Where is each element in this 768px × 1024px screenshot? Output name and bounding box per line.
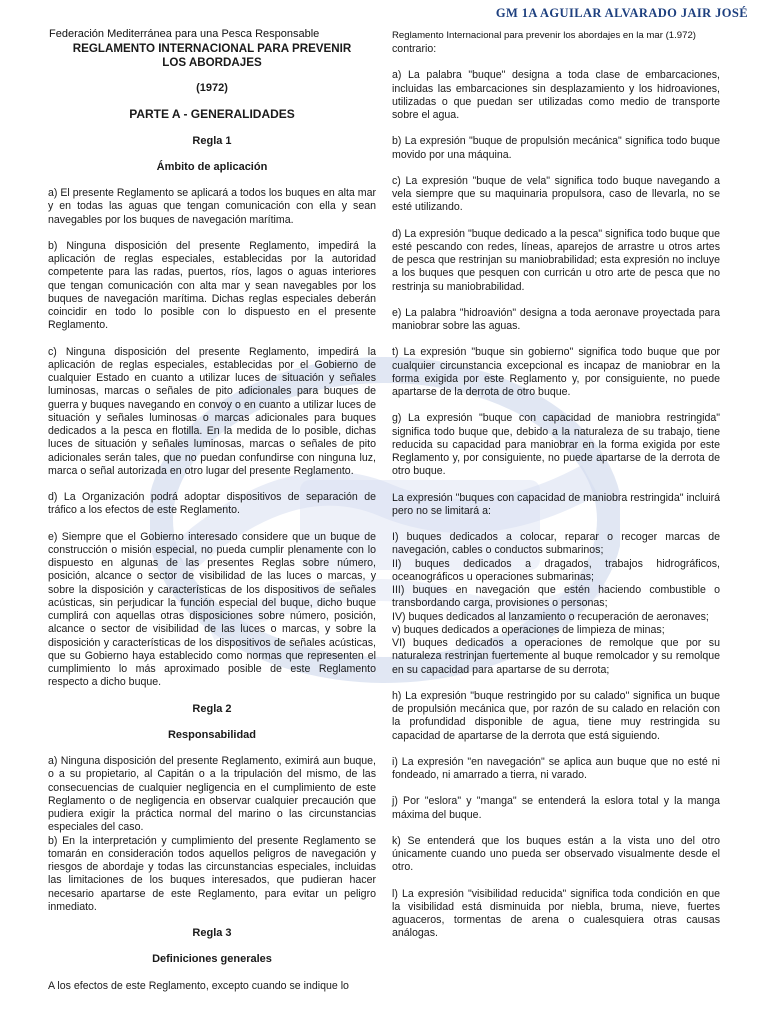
- rule-2-title: Responsabilidad: [167, 728, 257, 741]
- list-item: I) buques dedicados a colocar, reparar o recoger marcas de navegación, cables o conductos submarinos;: [392, 531, 720, 557]
- rule-2-number: Regla 2: [192, 702, 232, 715]
- part-heading: PARTE A - GENERALIDADES: [129, 107, 295, 122]
- definition-l: l) La expresión "visibilidad reducida" significa toda condición en que la visibilidad está disminuida por niebla, bruma, nieve, fuertes aguaceros, tormentas de arena o cualesquiera otras causas análogas.: [392, 887, 720, 940]
- student-stamp: GM 1A AGUILAR ALVARADO JAIR JOSÉ: [495, 6, 748, 20]
- rule-1-paragraph-c: c) Ninguna disposición del presente Reglamento, impedirá la aplicación de reglas especiales, establecidas por el Gobierno de cualquier Estado en cuanto a utilizar luces de situación y señales luminosas, marcas o señales de pito adicionales para buques de guerra y buques navegando en convoy o en cuanto a utilizar luces de situación y señales luminosas o marcas adicionales para buques dedicados a la pesca en flotilla. En la medida de lo posible, dichas luces de situación y señales luminosas, marcas o señales de pito adicionales serán tales, que no puedan confundirse con ninguna luz, marca o señal autorizada en otro lugar del presente Reglamento.: [48, 345, 376, 477]
- rule-1-paragraph-e: e) Siempre que el Gobierno interesado considere que un buque de construcción o misión especial, no pueda cumplir plenamente con lo dispuesto en algunas de las presentes Reglas sobre número, posición, alcance o sector de visibilidad de las luces o marcas, y sobre la disposición y características de los dispositivos de señales acústicas, sin perjudicar la función especial del buque, dicho buque cumplirá con aquellas otras disposiciones sobre número, posición, alcance o sector de visibilidad de las luces o marcas, y sobre la disposición y características de los dispositivos de señales acústicas, que su Gobierno haya establecido como normas que representen el cumplimiento lo más aproximado posible de este Reglamento respecto a dicho buque.: [48, 530, 376, 689]
- list-item: III) buques en navegación que estén haciendo combustible o transbordando carga, provisiones o personas;: [392, 584, 720, 610]
- rule-3-number: Regla 3: [192, 927, 232, 939]
- definition-c: c) La expresión "buque de vela" significa todo buque navegando a vela siempre que su maquinaria propulsora, caso de llevarla, no se esté utilizando.: [392, 174, 720, 214]
- definition-f: t) La expresión "buque sin gobierno" significa todo buque que por cualquier circunstancia excepcional es incapaz de maniobrar en la forma exigida por este Reglamento y, por consiguiente, no puede apartarse de la derrota de otro buque.: [392, 346, 720, 398]
- definition-g: g) La expresión "buque con capacidad de maniobra restringida" significa todo buque que, debido a la naturaleza de su trabajo, tiene reducida su capacidad para maniobrar en la forma exigida por este Reglamento y, por consiguiente, no puede apartarse de la derrota de otro buque.: [392, 412, 720, 478]
- rule-1-paragraph-b: b) Ninguna disposición del presente Reglamento, impedirá la aplicación de reglas especiales, establecidas por la autoridad competente para las radas, puertos, ríos, lagos o aguas interiores que tengan comunicación con alta mar y sean navegables por los buques de navegación marítima. Dichas reglas especiales deberán coincidir en todo lo posible con lo dispuesto en el presente Reglamento.: [48, 239, 376, 332]
- definition-b: b) La expresión "buque de propulsión mecánica" significa todo buque movido por una máquina.: [392, 135, 720, 161]
- rule-3-title: Definiciones generales: [152, 953, 272, 966]
- list-item: IV) buques dedicados al lanzamiento o recuperación de aeronaves;: [392, 610, 709, 623]
- definition-e: e) La palabra "hidroavión" designa a toda aeronave proyectada para maniobrar sobre las aguas.: [392, 306, 720, 332]
- document-title: [48, 42, 376, 69]
- title-year: (1972): [196, 82, 228, 94]
- definition-a: a) La palabra "buque" designa a toda clase de embarcaciones, incluidas las embarcaciones sin desplazamiento y los hidroaviones, utilizadas o que puedan ser utilizadas como medio de transporte sobre el agua.: [392, 69, 720, 121]
- rule-1-title: Ámbito de aplicación: [156, 160, 268, 173]
- definition-k: k) Se entenderá que los buques están a la vista uno del otro únicamente cuando uno pueda ser observado visualmente desde el otro.: [392, 834, 720, 874]
- rule-1-paragraph-a: a) El presente Reglamento se aplicará a todos los buques en alta mar y en todas las aguas que tengan comunicación con ella y sean navegables por los buques de navegación marítima.: [48, 187, 377, 226]
- rule-2-paragraph-a: a) Ninguna disposición del presente Reglamento, eximirá aun buque, o a su propietario, al Capitán o a la tripulación del mismo, de las consecuencias de cualquier negligencia en el cumplimiento de este Reglamento o de negligencia en observar cualquier precaución que pudiera exigir la práctica normal del marino o las circunstancias especiales del caso.: [48, 755, 376, 834]
- running-header-right: Reglamento Internacional para prevenir los abordajes en la mar (1.972): [392, 30, 696, 41]
- definition-h: h) La expresión "buque restringido por su calado" significa un buque de propulsión mecánica que, por razón de su calado en relación con la profundidad disponible de agua, tiene muy restringida su capacidad de apartarse de la derrota que está siguiendo.: [392, 689, 720, 742]
- right-column: [392, 43, 720, 954]
- rule-3-intro: A los efectos de este Reglamento, excepto cuando se indique lo: [48, 979, 349, 992]
- definition-g-inclusion: La expresión "buques con capacidad de maniobra restringida" incluirá pero no se limitará a:: [392, 491, 720, 517]
- rule-3-continuation: contrario:: [392, 43, 437, 55]
- running-header-left: Federación Mediterránea para una Pesca Responsable: [49, 28, 320, 40]
- title-line-1: REGLAMENTO INTERNACIONAL PARA PREVENIR: [72, 42, 352, 55]
- definition-j: j) Por "eslora" y "manga" se entenderá la eslora total y la manga máxima del buque.: [392, 795, 720, 821]
- title-line-2: LOS ABORDAJES: [162, 55, 262, 69]
- rule-2-paragraph-b: b) En la interpretación y cumplimiento del presente Reglamento se tomarán en consideración todos aquellos peligros de navegación y riesgos de abordaje y todas las circunstancias especiales, incluidas las limitaciones de los buques interesados, que pudieran hacer necesario apartarse de este Reglamento, para evitar un peligro inmediato.: [48, 834, 376, 913]
- definition-d: d) La expresión "buque dedicado a la pesca" significa todo buque que esté pescando con redes, líneas, aparejos de arrastre u otros artes de pesca que restrinjan su maniobrabilidad; esta expresión no incluye a los buques que pesquen con curricán u otro arte de pesca que no restrinja su maniobrabilidad.: [392, 227, 720, 293]
- definition-i: i) La expresión "en navegación" se aplica aun buque que no esté ni fondeado, ni amarrado a tierra, ni varado.: [392, 755, 720, 781]
- list-item: VI) buques dedicados a operaciones de remolque que por su naturaleza restrinjan fuertemente al buque remolcador y su remolque en su capacidad para apartarse de su derrota;: [392, 637, 720, 676]
- rule-1-paragraph-d: d) La Organización podrá adoptar dispositivos de separación de tráfico a los efectos de este Reglamento.: [48, 491, 376, 517]
- rule-1-number: Regla 1: [192, 134, 232, 147]
- list-item: II) buques dedicados a dragados, trabajos hidrográficos, oceanográficos u operaciones submarinas;: [392, 557, 720, 583]
- left-column: [48, 42, 376, 1006]
- list-item: v) buques dedicados a operaciones de limpieza de minas;: [392, 623, 665, 636]
